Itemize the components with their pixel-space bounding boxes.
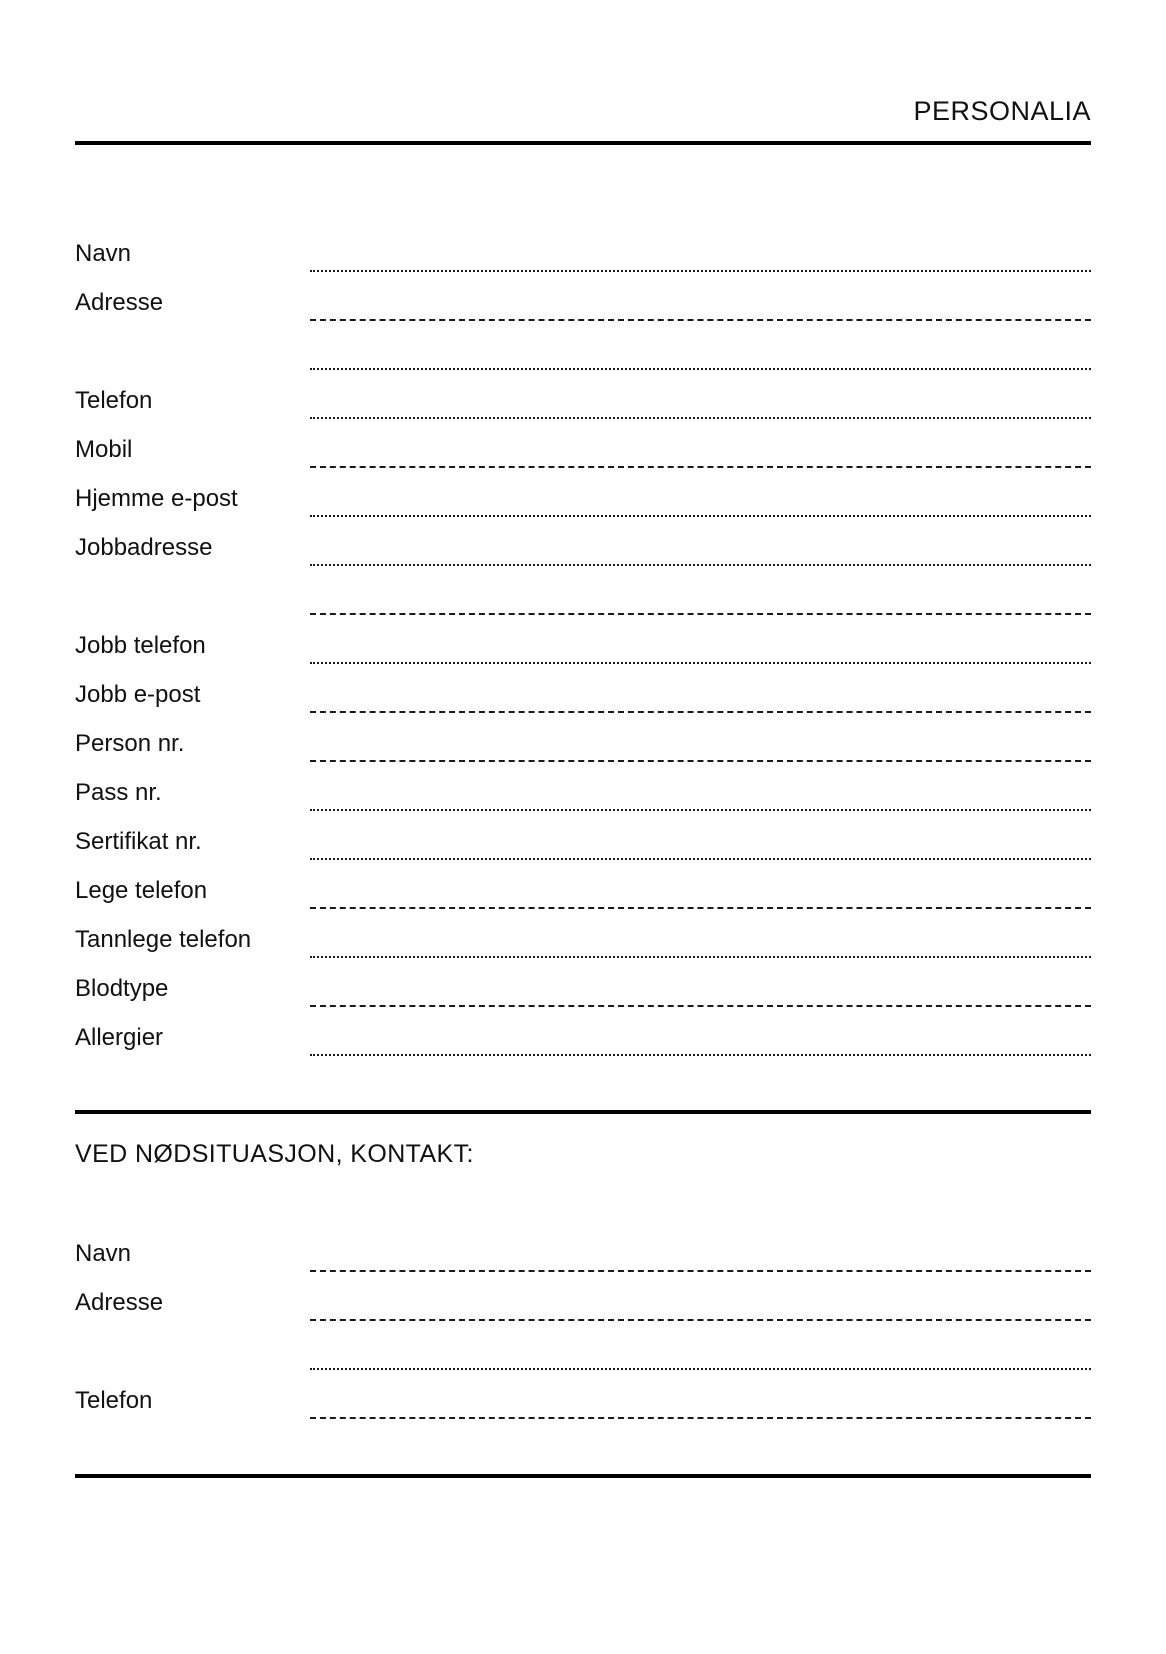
field-label-jobb-epost: Jobb e-post (75, 681, 201, 708)
field-row-lege-telefon (75, 860, 1091, 909)
header-divider (75, 141, 1091, 145)
field-input-emergency-adresse[interactable] (310, 1295, 1091, 1321)
field-row-sertifikat-nr (75, 811, 1091, 860)
field-input-allergier[interactable] (310, 1030, 1091, 1056)
field-label-emergency-adresse: Adresse (75, 1289, 164, 1316)
field-label-jobb-telefon: Jobb telefon (75, 632, 206, 659)
field-label-blodtype: Blodtype (75, 975, 169, 1002)
field-row-person-nr (75, 713, 1091, 762)
field-row-jobbadresse (75, 517, 1091, 566)
field-label-mobil: Mobil (75, 436, 133, 463)
field-input-pass-nr[interactable] (310, 785, 1091, 811)
field-input-jobbadresse-line2[interactable] (310, 589, 1091, 615)
field-row-emergency-adresse (75, 1272, 1091, 1321)
field-input-jobbadresse[interactable] (310, 540, 1091, 566)
field-input-emergency-adresse-line2[interactable] (310, 1344, 1091, 1370)
field-input-tannlege-telefon[interactable] (310, 932, 1091, 958)
field-label-emergency-telefon: Telefon (75, 1387, 153, 1414)
emergency-section-title: VED NØDSITUASJON, KONTAKT: (75, 1140, 474, 1168)
field-row-emergency-navn (75, 1223, 1091, 1272)
field-label-hjemme-epost: Hjemme e-post (75, 485, 238, 512)
field-row-jobbadresse-line2 (75, 566, 1091, 615)
field-label-adresse: Adresse (75, 289, 164, 316)
field-label-person-nr: Person nr. (75, 730, 185, 757)
field-row-mobil (75, 419, 1091, 468)
field-row-blodtype (75, 958, 1091, 1007)
field-input-person-nr[interactable] (310, 736, 1091, 762)
field-row-adresse (75, 272, 1091, 321)
field-input-navn[interactable] (310, 246, 1091, 272)
field-label-tannlege-telefon: Tannlege telefon (75, 926, 252, 953)
field-label-lege-telefon: Lege telefon (75, 877, 208, 904)
field-input-emergency-telefon[interactable] (310, 1393, 1091, 1419)
field-row-navn (75, 223, 1091, 272)
field-input-jobb-epost[interactable] (310, 687, 1091, 713)
field-input-hjemme-epost[interactable] (310, 491, 1091, 517)
field-input-adresse-line2[interactable] (310, 344, 1091, 370)
field-input-blodtype[interactable] (310, 981, 1091, 1007)
field-input-adresse[interactable] (310, 295, 1091, 321)
field-label-navn: Navn (75, 240, 132, 267)
field-row-pass-nr (75, 762, 1091, 811)
field-label-emergency-navn: Navn (75, 1240, 132, 1267)
field-label-sertifikat-nr: Sertifikat nr. (75, 828, 202, 855)
field-row-tannlege-telefon (75, 909, 1091, 958)
emergency-fields-group (75, 1223, 1091, 1419)
field-label-jobbadresse: Jobbadresse (75, 534, 213, 561)
field-input-lege-telefon[interactable] (310, 883, 1091, 909)
field-row-adresse-line2 (75, 321, 1091, 370)
field-row-jobb-epost (75, 664, 1091, 713)
field-row-allergier (75, 1007, 1091, 1056)
field-input-emergency-navn[interactable] (310, 1246, 1091, 1272)
field-input-sertifikat-nr[interactable] (310, 834, 1091, 860)
page-title: PERSONALIA (913, 96, 1091, 126)
field-row-jobb-telefon (75, 615, 1091, 664)
field-input-mobil[interactable] (310, 442, 1091, 468)
personal-fields-group (75, 223, 1091, 1056)
field-input-telefon[interactable] (310, 393, 1091, 419)
field-label-allergier: Allergier (75, 1024, 164, 1051)
field-label-pass-nr: Pass nr. (75, 779, 162, 806)
field-input-jobb-telefon[interactable] (310, 638, 1091, 664)
field-row-emergency-adresse-line2 (75, 1321, 1091, 1370)
field-label-telefon: Telefon (75, 387, 153, 414)
field-row-emergency-telefon (75, 1370, 1091, 1419)
field-row-hjemme-epost (75, 468, 1091, 517)
section-divider (75, 1110, 1091, 1114)
field-row-telefon (75, 370, 1091, 419)
footer-divider (75, 1474, 1091, 1478)
